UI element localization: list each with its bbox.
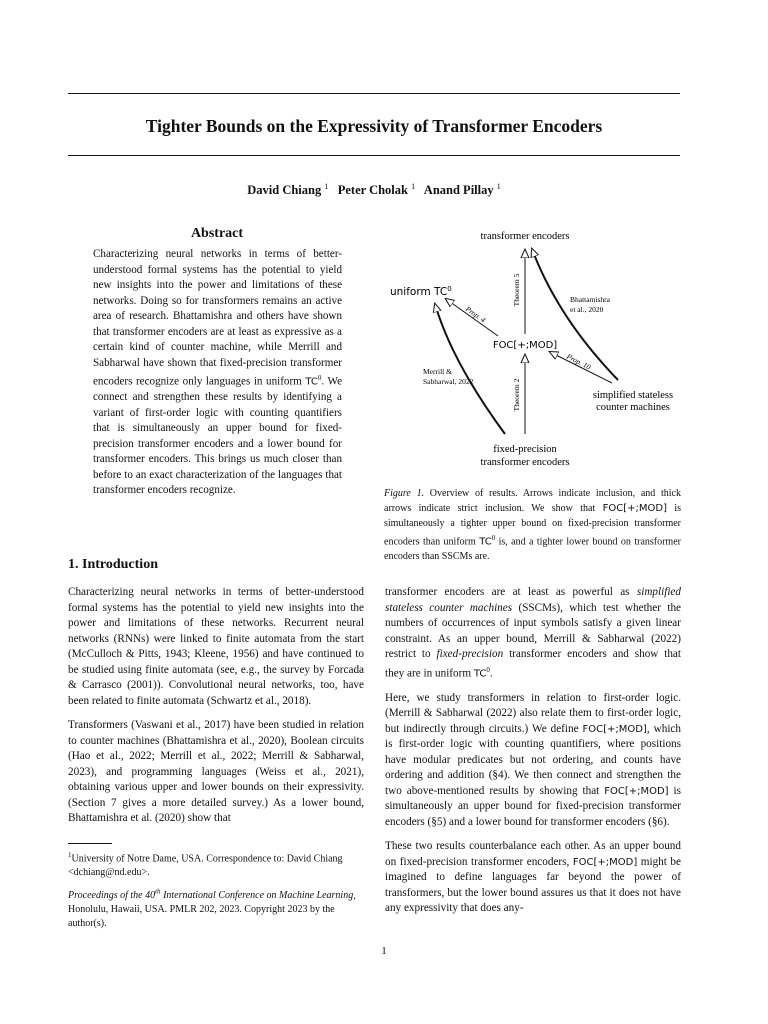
body-text: transformer encoders are at least as powerful as [385, 586, 637, 598]
footnote-marker: 1 [68, 851, 72, 859]
abstract-body [93, 247, 342, 499]
figure-1-diagram [380, 222, 680, 477]
node-sscm-line2: counter machines [596, 402, 670, 413]
proceedings-ordinal: th [155, 888, 161, 896]
body-text: is simultaneously an upper bound for fixed-precision transformer encoders (§5) and a lower bound for transformer encoders (§6). [385, 784, 681, 828]
paper-title: Tighter Bounds on the Expressivity of Transformer Encoders [145, 116, 603, 136]
proceedings-text: International Conference on Machine Learning [160, 890, 354, 902]
tc-superscript: 0 [486, 665, 490, 674]
label-prop4: Prop. 4 [463, 304, 488, 325]
author-name: David Chiang [247, 183, 322, 198]
body-text: , which is first-order logic with counting quantifiers, where positions have modular predicates but not ordering, and counts have ordering and addition (§4). We then connect and strengthen the two above-mentioned results by showing that [385, 722, 681, 797]
node-sscm-line1: simplified stateless [592, 390, 674, 401]
abstract-heading: Abstract [190, 226, 244, 241]
footnote-paragraph [68, 848, 364, 880]
node-transformer-encoders: transformer encoders [480, 231, 570, 242]
footnote-affiliation [68, 848, 364, 880]
proceedings-paragraph [68, 885, 364, 931]
body-text: transformer encoders and show that they are in uniform [385, 648, 682, 680]
emphasis-text: simplified stateless counter machines [385, 586, 681, 614]
body-text: might be imagined to define languages far beyond the power of transformers, but the lower bound assures us that it does not have any expressivity that does any- [385, 855, 681, 915]
intro-paragraph-2: Transformers (Vaswani et al., 2017) have been studied in relation to counter machines (Bhattamishra et al., 2020), Boolean circuits (Hao et al., 2022; Merrill et al., 2022; Merrill & Sabharwal, 2023), and programming languages (Weiss et al., 2021), obtaining various upper and lower bounds on their expressivity. (Section 7 gives a more detailed survey.) As a lower bound, Bhattamishra et al. (2020) show that [68, 719, 364, 824]
caption-label: Figure 1. [384, 488, 425, 499]
section-heading-introduction: 1. Introduction [68, 557, 158, 572]
abstract-text: Characterizing neural networks in terms of better-understood formal systems has the potential to yield new insights into the power and limitations of these networks. Doing so for transformers remains an active area of research. Bhattamishra and others have shown that transformer encoders are at least as expressive as a certain kind of counter machine, while Merrill and Sabharwal have shown that fixed-precision transformer encoders recognize only languages in uniform [93, 248, 342, 388]
intro-paragraph-1: Characterizing neural networks in terms of better-understood formal systems has the potential to yield new insights into the power and limitations of these networks. Recurrent neural networks (RNNs) were linked to finite automata from the start (McCulloch & Pitts, 1943; Kleene, 1956) and have continued to be studied using finite automata (see, e.g., the survey by Forcada & Carrasco (2001)). Convolutional neural networks, too, have been related to finite automata (Schwartz et al., 2018). [68, 586, 364, 707]
intro-paragraph-4 [385, 691, 681, 831]
body-text: These two results counterbalance each other. As an upper bound on fixed-precision transformer encoders, [385, 840, 681, 868]
caption-paragraph [384, 486, 681, 564]
author-affiliation: 1 [324, 182, 329, 191]
tc-superscript: 0 [317, 374, 322, 382]
proceedings-notice [68, 885, 364, 931]
foc-term: FOC[+;MOD] [572, 856, 638, 868]
node-uniform-tc [390, 285, 452, 298]
node-fixed-line1: fixed-precision [493, 444, 557, 455]
caption-tc-sup: 0 [491, 534, 496, 542]
left-column [68, 585, 364, 836]
foc-term: FOC[+;MOD] [604, 785, 669, 797]
title-bottom-rule [68, 155, 680, 156]
node-uniform-tc-label: uniform TC [390, 286, 448, 298]
author-name: Anand Pillay [423, 183, 494, 198]
label-bhattamishra-2: et al., 2020 [570, 305, 604, 314]
label-merrill-2: Sabharwal, 2022 [423, 377, 474, 386]
node-fixed-line2: transformer encoders [480, 457, 570, 468]
caption-text: is, and a tighter lower bound on transformer encoders than SSCMs are. [384, 536, 681, 563]
author-affiliation: 1 [496, 182, 501, 191]
right-column [385, 585, 681, 926]
proceedings-name [68, 890, 353, 901]
body-text: . [489, 667, 493, 680]
footnote-text: University of Notre Dame, USA. Correspondence to: David Chiang <dchiang@nd.edu>. [68, 853, 343, 879]
label-bhattamishra-1: Bhattamishra [570, 295, 610, 304]
label-merrill-1: Merrill & [423, 367, 452, 376]
tc-term: TC [473, 668, 487, 680]
author-affiliation: 1 [411, 182, 416, 191]
author-name: Peter Cholak [337, 183, 408, 198]
abstract-paragraph [93, 247, 342, 499]
proceedings-text: Proceedings of the 40 [68, 890, 156, 902]
tc-term: TC [305, 376, 318, 388]
label-theorem5: Theorem 5 [512, 273, 521, 307]
caption-text: Overview of results. Arrows indicate inclusion, and thick arrows indicate strict inclusion. We show that [384, 488, 681, 514]
caption-foc: FOC[+;MOD] [602, 503, 667, 514]
proceedings-text: , Honolulu, Hawaii, USA. PMLR 202, 2023. Copyright 2023 by the author(s). [68, 890, 356, 930]
node-uniform-tc-sup: 0 [447, 285, 452, 293]
label-prop10: Prop. 10 [565, 351, 593, 372]
top-rule [68, 93, 680, 94]
intro-paragraph-3 [385, 585, 681, 682]
figure-1-caption [384, 486, 681, 564]
caption-tc: TC [479, 536, 492, 548]
author-list [68, 182, 680, 198]
caption-text: is simultaneously a tighter upper bound on fixed-precision transformer encoders than uniform [384, 503, 682, 548]
intro-paragraph-5 [385, 839, 681, 917]
page-number: 1 [381, 945, 387, 957]
edge-prop4-arrow [446, 299, 498, 336]
body-text: (SSCMs), which test whether the numbers of occurrences of input symbols satisfy a given linear constraint. As an upper bound, Merrill & Sabharwal (2022) restrict to [385, 601, 681, 660]
footnote-rule [68, 843, 112, 844]
emphasis-text: fixed-precision [436, 648, 504, 660]
body-text: Here, we study transformers in relation to first-order logic. (Merrill & Sabharwal (2022) also relate them to first-order logic, but indirectly through circuits.) We define [385, 691, 681, 735]
node-foc: FOC[+;MOD] [492, 340, 558, 351]
abstract-text: . We connect and strengthen these results by identifying a variant of first-order logic with counting quantifiers that is simultaneously an upper bound for fixed-precision transformer encoders and a lower bound for transformer encoders. This brings us much closer than before to an exact characterization of the languages that transformer encoders recognize. [93, 375, 342, 497]
foc-term: FOC[+;MOD] [582, 723, 647, 735]
label-theorem2: Theorem 2 [512, 378, 521, 412]
